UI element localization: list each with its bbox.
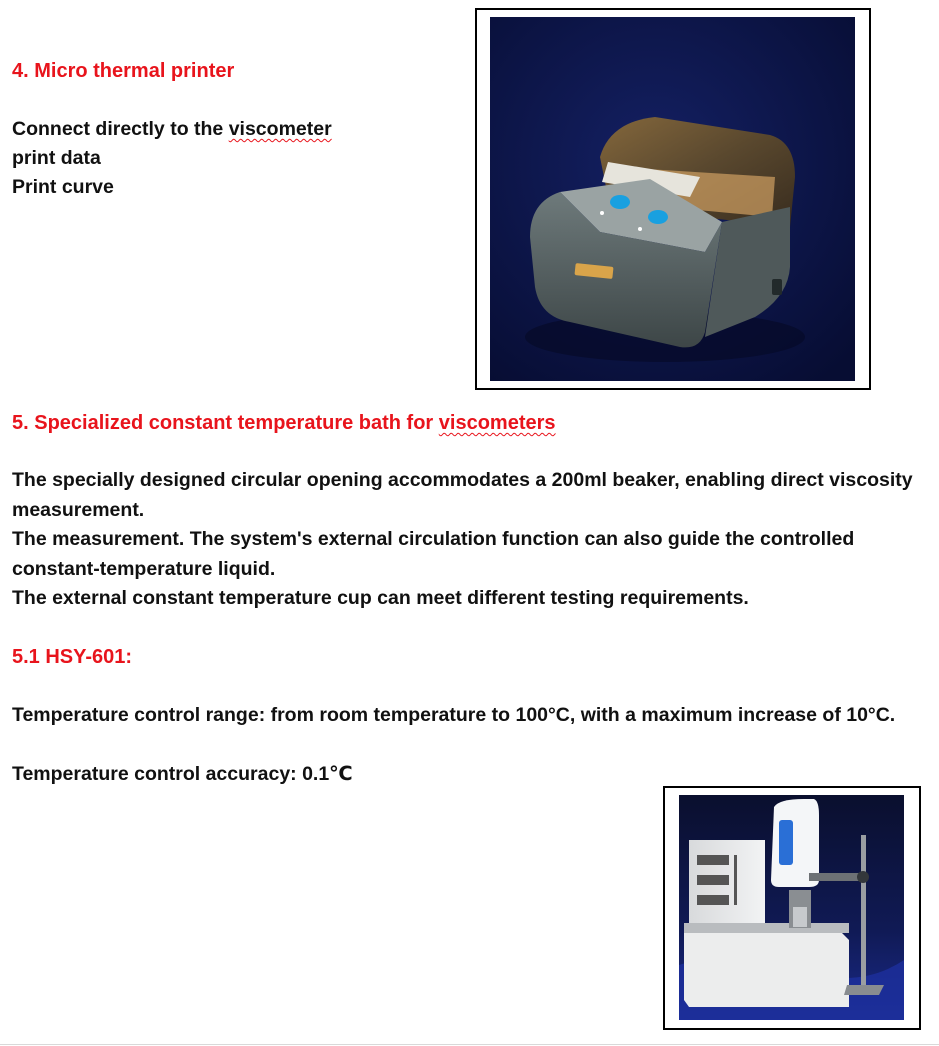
section-4-heading: 4. Micro thermal printer: [12, 60, 235, 82]
printer-feature-connect-text: Connect directly to the: [12, 118, 229, 140]
printer-feature-print-curve: Print curve: [12, 176, 114, 198]
printer-feature-connect: [12, 115, 332, 145]
printer-feature-print-data: print data: [12, 147, 101, 169]
printer-photo-frame: [475, 8, 871, 390]
spellcheck-word-viscometers: viscometers: [438, 412, 556, 434]
bath-description-2: The measurement. The system's external circulation function can also guide the controlled constant-temperature liquid.: [12, 528, 855, 580]
thermal-printer-image: [490, 17, 855, 381]
spec-temperature-range: Temperature control range: from room temperature to 100°C, with a maximum increase of 10°C.: [12, 704, 896, 726]
section-5-heading-text: 5. Specialized constant temperature bath for: [12, 412, 439, 434]
temperature-bath-image: [679, 795, 904, 1020]
temperature-bath-photo: [679, 795, 904, 1020]
thermal-printer-photo: [490, 17, 855, 381]
page-bottom-rule: [0, 1044, 939, 1045]
bath-description-1: The specially designed circular opening accommodates a 200ml beaker, enabling direct viscosity measurement.: [12, 469, 913, 521]
spellcheck-word-viscometer: viscometer: [228, 118, 332, 140]
spec-temperature-accuracy: Temperature control accuracy: 0.1℃: [12, 763, 353, 785]
bath-description-3: The external constant temperature cup can meet different testing requirements.: [12, 587, 749, 609]
section-5-1-heading: 5.1 HSY-601:: [12, 646, 133, 668]
section-5-heading: [12, 411, 556, 435]
bath-photo-frame: [663, 786, 921, 1030]
